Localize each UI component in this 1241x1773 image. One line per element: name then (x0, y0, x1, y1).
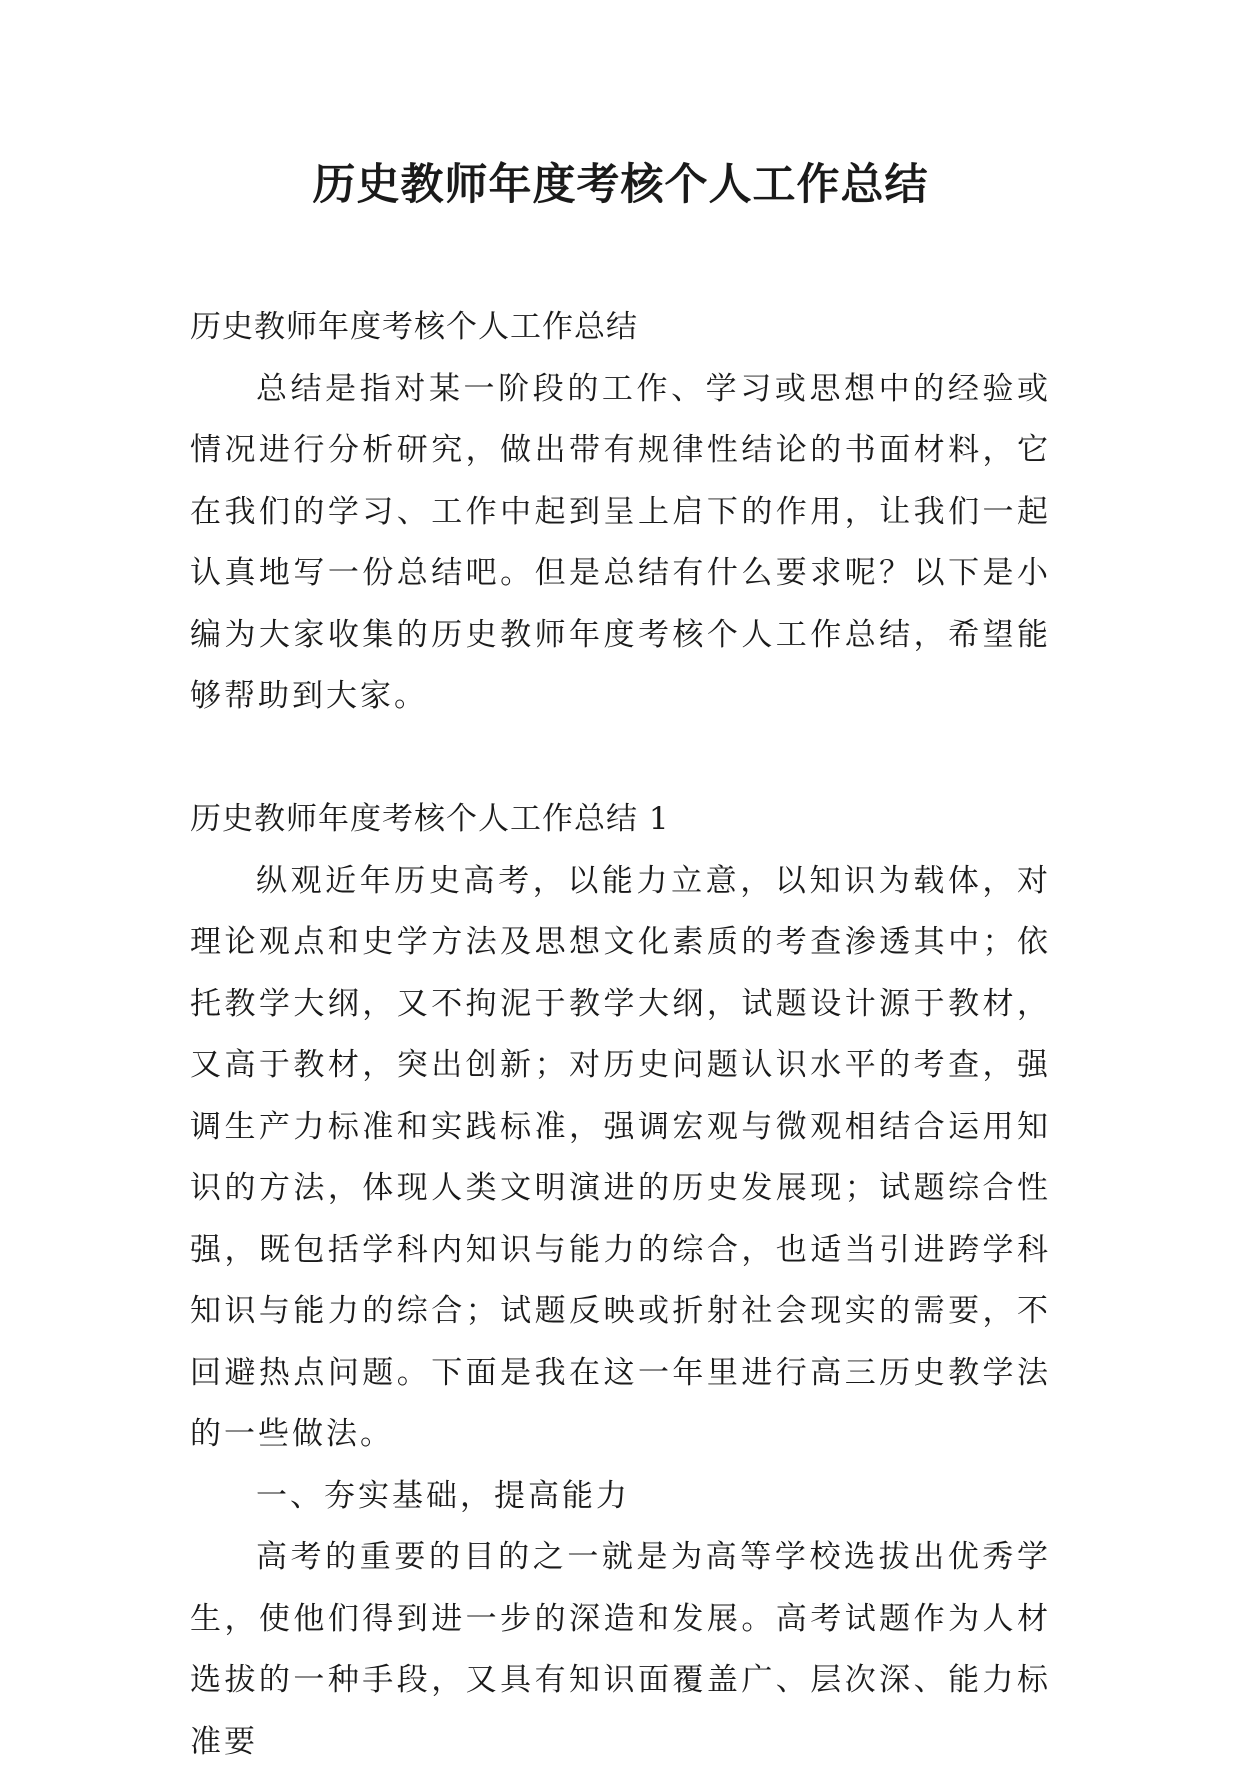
intro-paragraph: 总结是指对某一阶段的工作、学习或思想中的经验或情况进行分析研究，做出带有规律性结论的书面材料，它在我们的学习、工作中起到呈上启下的作用，让我们一起认真地写一份总结吧。但是总结有什么要求呢？以下是小编为大家收集的历史教师年度考核个人工作总结，希望能够帮助到大家。 (190, 370, 1051, 714)
section-spacer (190, 728, 1051, 790)
title-spacer (190, 215, 1051, 297)
document-subtitle: 历史教师年度考核个人工作总结 (190, 309, 638, 345)
subheading: 一、夯实基础，提高能力 (256, 1477, 630, 1514)
document-title: 历史教师年度考核个人工作总结 (312, 160, 929, 210)
section-heading: 历史教师年度考核个人工作总结 1 (190, 801, 670, 837)
section-paragraph: 高考的重要的目的之一就是为高等学校选拔出优秀学生，使他们得到进一步的深造和发展。高考试题作为人材选拔的一种手段，又具有知识面覆盖广、层次深、能力标准要 (190, 1539, 1051, 1760)
section-paragraph: 纵观近年历史高考，以能力立意，以知识为载体，对理论观点和史学方法及思想文化素质的考查渗透其中；依托教学大纲，又不拘泥于教学大纲，试题设计源于教材，又高于教材，突出创新；对历史问题认识水平的考查，强调生产力标准和实践标准，强调宏观与微观相结合运用知识的方法，体现人类文明演进的历史发展现；试题综合性强，既包括学科内知识与能力的综合，也适当引进跨学科知识与能力的综合；试题反映或折射社会现实的需要，不回避热点问题。下面是我在这一年里进行高三历史教学法的一些做法。 (190, 862, 1051, 1452)
